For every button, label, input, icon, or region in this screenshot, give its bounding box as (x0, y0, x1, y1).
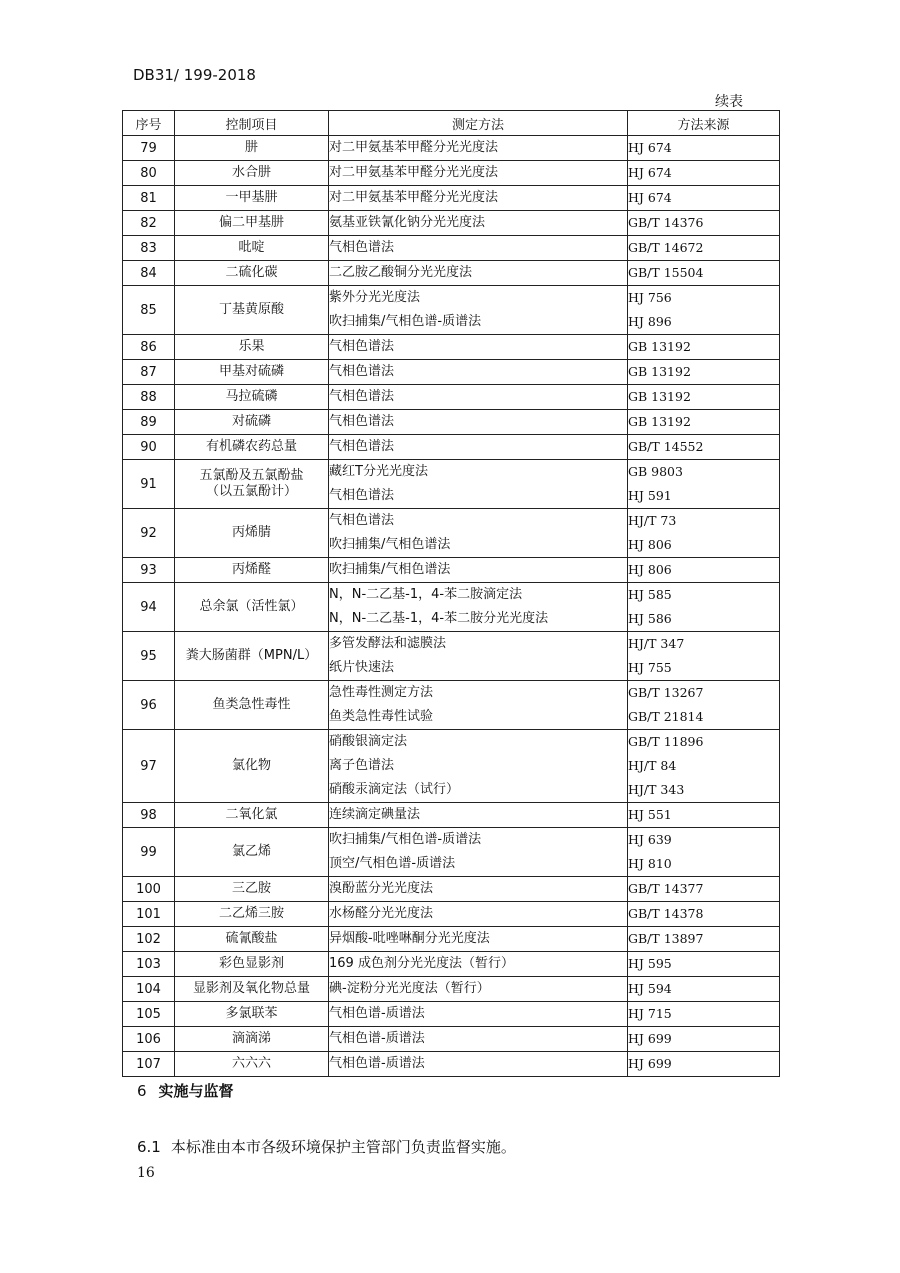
row-number: 79 (123, 136, 175, 161)
method-cell (329, 952, 628, 977)
control-item: 丙烯腈 (175, 509, 329, 558)
method-cell (329, 828, 628, 877)
source-cell (628, 583, 780, 632)
source-cell (628, 211, 780, 236)
section-number: 6 (137, 1082, 147, 1100)
control-item: 六六六 (175, 1052, 329, 1077)
test-method: 藏红T分光光度法 (329, 464, 428, 479)
test-method: 连续滴定碘量法 (329, 807, 421, 822)
test-method: 吹扫捕集/气相色谱法 (329, 537, 451, 552)
method-cell (329, 877, 628, 902)
control-item (175, 460, 329, 509)
row-number: 90 (123, 435, 175, 460)
test-method: 纸片快速法 (329, 660, 395, 675)
test-methods-table (122, 110, 780, 1077)
row-number: 101 (123, 902, 175, 927)
row-number: 84 (123, 261, 175, 286)
test-method: 气相色谱-质谱法 (329, 1031, 425, 1046)
method-source: HJ 585 (628, 587, 672, 602)
method-cell (329, 583, 628, 632)
method-cell (329, 902, 628, 927)
method-source: GB/T 14378 (628, 906, 704, 921)
method-cell (329, 927, 628, 952)
method-cell (329, 261, 628, 286)
method-source: HJ 756 (628, 290, 672, 305)
table-row (123, 261, 780, 286)
test-method: 气相色谱法 (329, 240, 395, 255)
row-number: 99 (123, 828, 175, 877)
test-method: 氨基亚铁氰化钠分光光度法 (329, 215, 486, 230)
method-source: HJ/T 73 (628, 513, 677, 528)
method-source: HJ 755 (628, 660, 672, 675)
row-number: 103 (123, 952, 175, 977)
method-cell (329, 460, 628, 509)
row-number: 86 (123, 335, 175, 360)
method-cell (329, 136, 628, 161)
control-item: 有机磷农药总量 (175, 435, 329, 460)
test-method: 气相色谱法 (329, 339, 395, 354)
row-number: 107 (123, 1052, 175, 1077)
row-number: 85 (123, 286, 175, 335)
test-method: N，N-二乙基-1，4-苯二胺分光光度法 (329, 611, 549, 626)
control-item-line: （以五氯酚计） (205, 484, 297, 499)
table-row (123, 385, 780, 410)
document-id: DB31/ 199-2018 (133, 66, 256, 84)
source-cell (628, 335, 780, 360)
method-cell (329, 335, 628, 360)
method-source: HJ 699 (628, 1031, 672, 1046)
table-row (123, 286, 780, 335)
source-cell (628, 977, 780, 1002)
source-cell (628, 385, 780, 410)
clause-text: 本标准由本市各级环境保护主管部门负责监督实施。 (170, 1138, 516, 1156)
method-source: GB 13192 (628, 389, 691, 404)
table-row (123, 211, 780, 236)
row-number: 87 (123, 360, 175, 385)
method-source: GB/T 14377 (628, 881, 704, 896)
source-cell (628, 927, 780, 952)
table-row (123, 632, 780, 681)
method-source: HJ 806 (628, 537, 672, 552)
control-item: 粪大肠菌群（MPN/L） (175, 632, 329, 681)
method-cell (329, 236, 628, 261)
table-header-row (123, 111, 780, 136)
table-row (123, 410, 780, 435)
source-cell (628, 136, 780, 161)
test-method: 对二甲氨基苯甲醛分光光度法 (329, 165, 499, 180)
control-item: 偏二甲基肼 (175, 211, 329, 236)
test-method: 气相色谱-质谱法 (329, 1006, 425, 1021)
source-cell (628, 902, 780, 927)
method-cell (329, 730, 628, 803)
source-cell (628, 261, 780, 286)
source-cell (628, 558, 780, 583)
method-cell (329, 211, 628, 236)
row-number: 91 (123, 460, 175, 509)
page-number: 16 (137, 1165, 155, 1181)
table-row (123, 977, 780, 1002)
clause-6-1 (137, 1136, 516, 1157)
method-cell (329, 186, 628, 211)
method-source: HJ 810 (628, 856, 672, 871)
control-item: 二乙烯三胺 (175, 902, 329, 927)
test-method: 气相色谱法 (329, 414, 395, 429)
row-number: 80 (123, 161, 175, 186)
row-number: 106 (123, 1027, 175, 1052)
row-number: 88 (123, 385, 175, 410)
table-row (123, 1002, 780, 1027)
row-number: 95 (123, 632, 175, 681)
method-source: GB/T 13897 (628, 931, 704, 946)
method-source: GB 13192 (628, 339, 691, 354)
test-method: 吹扫捕集/气相色谱法 (329, 562, 451, 577)
method-cell (329, 558, 628, 583)
control-item: 水合肼 (175, 161, 329, 186)
source-cell (628, 186, 780, 211)
method-source: GB/T 15504 (628, 265, 704, 280)
column-header-source: 方法来源 (628, 111, 780, 136)
table-row (123, 335, 780, 360)
method-source: GB/T 21814 (628, 709, 704, 724)
control-item: 丙烯醛 (175, 558, 329, 583)
row-number: 89 (123, 410, 175, 435)
method-source: HJ 896 (628, 314, 672, 329)
control-item: 氯乙烯 (175, 828, 329, 877)
method-cell (329, 360, 628, 385)
method-source: GB 9803 (628, 464, 683, 479)
control-item: 氯化物 (175, 730, 329, 803)
section-title: 实施与监督 (158, 1082, 234, 1100)
method-cell (329, 435, 628, 460)
test-method: 顶空/气相色谱-质谱法 (329, 856, 456, 871)
method-source: GB/T 13267 (628, 685, 704, 700)
source-cell (628, 1002, 780, 1027)
table-row (123, 877, 780, 902)
control-item: 丁基黄原酸 (175, 286, 329, 335)
test-method: 紫外分光光度法 (329, 290, 421, 305)
table-row (123, 1052, 780, 1077)
table-row (123, 509, 780, 558)
column-header-method: 测定方法 (329, 111, 628, 136)
source-cell (628, 410, 780, 435)
table-row (123, 828, 780, 877)
row-number: 81 (123, 186, 175, 211)
method-source: HJ 595 (628, 956, 672, 971)
method-cell (329, 803, 628, 828)
table-row (123, 902, 780, 927)
table-row (123, 803, 780, 828)
table-row (123, 460, 780, 509)
test-method: 气相色谱-质谱法 (329, 1056, 425, 1071)
table-row (123, 186, 780, 211)
source-cell (628, 1052, 780, 1077)
method-source: GB/T 11896 (628, 734, 704, 749)
method-cell (329, 385, 628, 410)
test-method: 吹扫捕集/气相色谱-质谱法 (329, 832, 482, 847)
control-item-line: 五氯酚及五氯酚盐 (199, 468, 304, 483)
test-method: 气相色谱法 (329, 364, 395, 379)
control-item: 总余氯（活性氯） (175, 583, 329, 632)
method-source: GB/T 14552 (628, 439, 704, 454)
section-heading (137, 1080, 234, 1101)
source-cell (628, 803, 780, 828)
table-row (123, 360, 780, 385)
test-method: 气相色谱法 (329, 513, 395, 528)
table-row (123, 681, 780, 730)
method-cell (329, 286, 628, 335)
method-source: HJ 586 (628, 611, 672, 626)
method-source: HJ/T 343 (628, 782, 685, 797)
method-source: HJ 551 (628, 807, 672, 822)
test-method: 气相色谱法 (329, 488, 395, 503)
control-item: 鱼类急性毒性 (175, 681, 329, 730)
test-method: 气相色谱法 (329, 389, 395, 404)
column-header-item: 控制项目 (175, 111, 329, 136)
method-source: GB 13192 (628, 364, 691, 379)
control-item: 硫氰酸盐 (175, 927, 329, 952)
method-cell (329, 509, 628, 558)
test-method: 吹扫捕集/气相色谱-质谱法 (329, 314, 482, 329)
row-number: 94 (123, 583, 175, 632)
method-source: HJ 715 (628, 1006, 672, 1021)
table-row (123, 1027, 780, 1052)
source-cell (628, 509, 780, 558)
row-number: 83 (123, 236, 175, 261)
method-cell (329, 1002, 628, 1027)
test-method: N，N-二乙基-1，4-苯二胺滴定法 (329, 587, 523, 602)
test-method: 多管发酵法和滤膜法 (329, 636, 447, 651)
source-cell (628, 236, 780, 261)
row-number: 97 (123, 730, 175, 803)
method-source: HJ/T 84 (628, 758, 677, 773)
source-cell (628, 877, 780, 902)
test-method: 169 成色剂分光光度法（暂行） (329, 956, 514, 971)
test-method: 溴酚蓝分光光度法 (329, 881, 434, 896)
source-cell (628, 828, 780, 877)
control-item: 一甲基肼 (175, 186, 329, 211)
control-item: 甲基对硫磷 (175, 360, 329, 385)
test-method: 对二甲氨基苯甲醛分光光度法 (329, 190, 499, 205)
method-source: HJ 591 (628, 488, 672, 503)
test-method: 硝酸汞滴定法（试行） (329, 782, 460, 797)
method-source: GB/T 14376 (628, 215, 704, 230)
test-method: 碘-淀粉分光光度法（暂行） (329, 981, 490, 996)
row-number: 93 (123, 558, 175, 583)
control-item: 三乙胺 (175, 877, 329, 902)
source-cell (628, 952, 780, 977)
control-item: 吡啶 (175, 236, 329, 261)
method-cell (329, 632, 628, 681)
method-source: HJ 639 (628, 832, 672, 847)
source-cell (628, 161, 780, 186)
table-row (123, 730, 780, 803)
method-cell (329, 161, 628, 186)
method-cell (329, 977, 628, 1002)
table-row (123, 236, 780, 261)
method-source: GB/T 14672 (628, 240, 704, 255)
test-method: 异烟酸-吡唑啉酮分光光度法 (329, 931, 490, 946)
control-item: 二氧化氯 (175, 803, 329, 828)
control-item: 彩色显影剂 (175, 952, 329, 977)
control-item: 滴滴涕 (175, 1027, 329, 1052)
row-number: 100 (123, 877, 175, 902)
test-method: 离子色谱法 (329, 758, 395, 773)
row-number: 104 (123, 977, 175, 1002)
test-method: 水杨醛分光光度法 (329, 906, 434, 921)
table-row (123, 136, 780, 161)
test-method: 硝酸银滴定法 (329, 734, 408, 749)
test-method: 二乙胺乙酸铜分光光度法 (329, 265, 473, 280)
table-row (123, 435, 780, 460)
control-item: 显影剂及氧化物总量 (175, 977, 329, 1002)
source-cell (628, 435, 780, 460)
clause-number: 6.1 (137, 1138, 161, 1156)
table-row (123, 558, 780, 583)
source-cell (628, 632, 780, 681)
control-item: 多氯联苯 (175, 1002, 329, 1027)
method-source: HJ 806 (628, 562, 672, 577)
method-source: HJ 674 (628, 140, 672, 155)
table-body (123, 136, 780, 1077)
control-item: 对硫磷 (175, 410, 329, 435)
method-source: HJ 699 (628, 1056, 672, 1071)
test-method: 对二甲氨基苯甲醛分光光度法 (329, 140, 499, 155)
control-item: 马拉硫磷 (175, 385, 329, 410)
table-row (123, 583, 780, 632)
method-cell (329, 1027, 628, 1052)
row-number: 105 (123, 1002, 175, 1027)
source-cell (628, 1027, 780, 1052)
control-item: 二硫化碳 (175, 261, 329, 286)
source-cell (628, 681, 780, 730)
row-number: 96 (123, 681, 175, 730)
source-cell (628, 460, 780, 509)
source-cell (628, 730, 780, 803)
method-cell (329, 681, 628, 730)
method-cell (329, 410, 628, 435)
table-row (123, 161, 780, 186)
method-source: HJ 594 (628, 981, 672, 996)
column-header-no: 序号 (123, 111, 175, 136)
continued-label: 续表 (715, 94, 743, 110)
table-row (123, 927, 780, 952)
control-item: 乐果 (175, 335, 329, 360)
test-method: 鱼类急性毒性试验 (329, 709, 434, 724)
row-number: 102 (123, 927, 175, 952)
method-cell (329, 1052, 628, 1077)
source-cell (628, 286, 780, 335)
method-source: HJ/T 347 (628, 636, 685, 651)
row-number: 92 (123, 509, 175, 558)
row-number: 98 (123, 803, 175, 828)
test-method: 急性毒性测定方法 (329, 685, 434, 700)
method-source: GB 13192 (628, 414, 691, 429)
method-source: HJ 674 (628, 190, 672, 205)
table-row (123, 952, 780, 977)
control-item: 肼 (175, 136, 329, 161)
row-number: 82 (123, 211, 175, 236)
method-source: HJ 674 (628, 165, 672, 180)
source-cell (628, 360, 780, 385)
test-method: 气相色谱法 (329, 439, 395, 454)
